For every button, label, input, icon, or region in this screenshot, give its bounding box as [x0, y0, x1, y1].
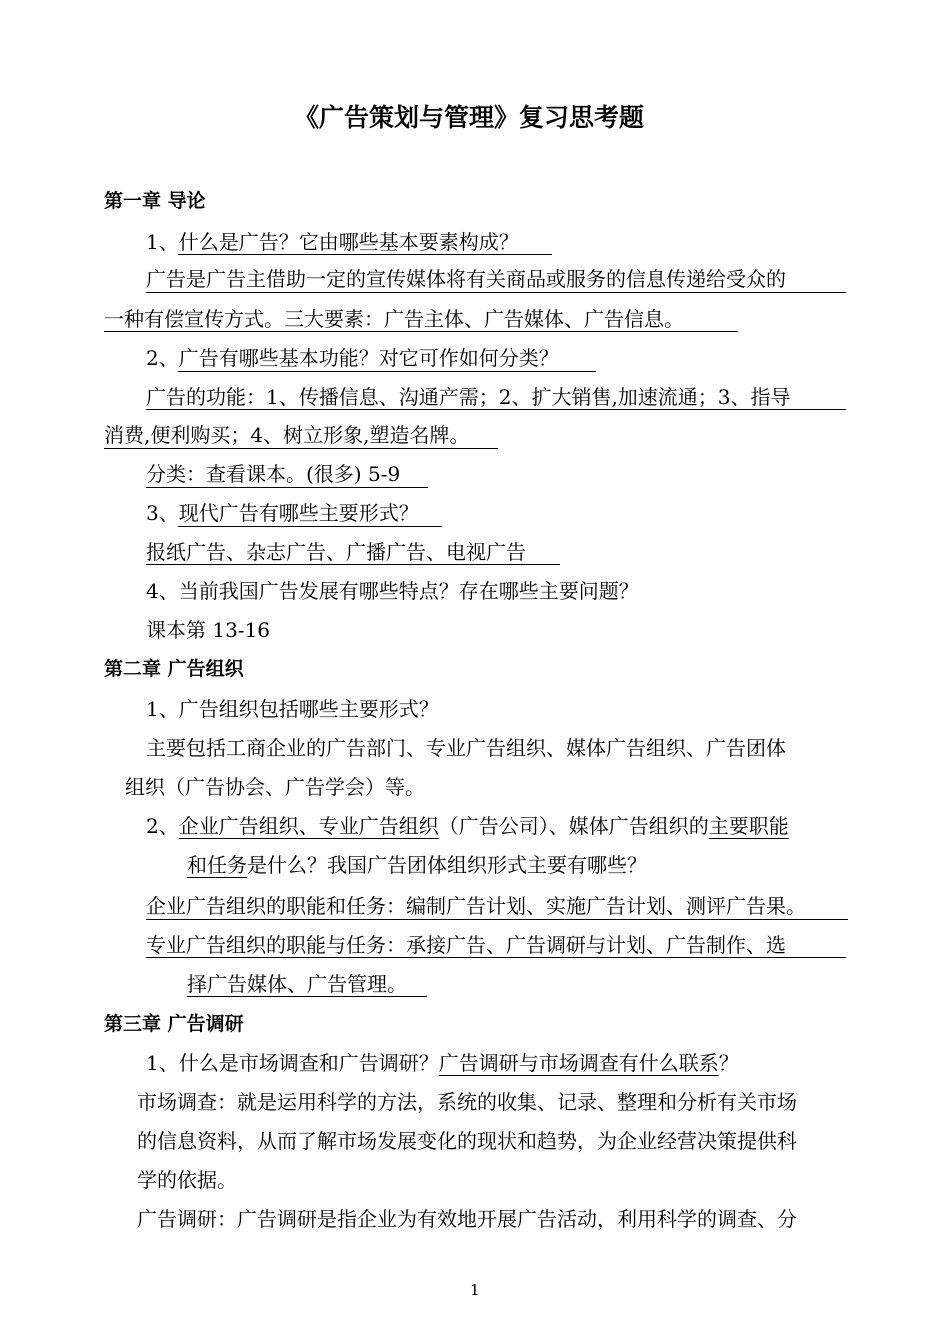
underline — [146, 957, 846, 958]
underline — [178, 254, 552, 255]
answer-text: 主要包括工商企业的广告部门、专业广告组织、媒体广告组织、广告团体 — [146, 736, 786, 760]
underline — [146, 409, 846, 410]
question-number: 2、 — [146, 814, 179, 838]
underline — [146, 292, 846, 293]
answer-text: 组织（广告协会、广告学会）等。 — [125, 775, 425, 799]
question-part: （广告公司）、媒体广告组织的 — [438, 814, 709, 838]
question-underlined-part: 企业广告组织、专业广告组织 — [178, 814, 439, 838]
underline — [146, 919, 848, 920]
question-underlined-part: 主要职能 — [708, 814, 789, 838]
chapter-heading: 第一章 导论 — [104, 190, 206, 212]
answer-text: 学的依据。 — [137, 1168, 237, 1192]
underline — [178, 371, 596, 372]
answer-text: 的信息资料，从而了解市场发展变化的现状和趋势，为企业经营决策提供科 — [137, 1129, 797, 1153]
question-text: 2、广告有哪些基本功能？对它可作如何分类？ — [146, 346, 559, 370]
question-text: 1、广告组织包括哪些主要形式？ — [146, 697, 439, 721]
question-text — [146, 1050, 739, 1076]
page-number: 1 — [470, 1281, 480, 1299]
answer-text: 报纸广告、杂志广告、广播广告、电视广告 — [146, 540, 526, 564]
answer-text: 分类：查看课本。(很多) 5-9 — [146, 462, 401, 486]
question-part: ？ — [718, 1051, 739, 1075]
answer-text: 专业广告组织的职能与任务：承接广告、广告调研与计划、广告制作、选 — [146, 933, 786, 957]
chapter-heading: 第二章 广告组织 — [104, 658, 244, 680]
question-text: 1、什么是广告？它由哪些基本要素构成？ — [146, 230, 519, 254]
answer-text: 企业广告组织的职能和任务：编制广告计划、实施广告计划、测评广告果。 — [146, 894, 806, 918]
question-underlined-part: 和任务 — [187, 853, 247, 877]
question-text — [146, 813, 789, 839]
page-title: 《广告策划与管理》复习思考题 — [294, 103, 645, 132]
answer-text: 广告是广告主借助一定的宣传媒体将有关商品或服务的信息传递给受众的 — [146, 267, 786, 291]
underline — [187, 996, 427, 997]
chapter-heading: 第三章 广告调研 — [104, 1013, 244, 1035]
answer-text: 广告调研：广告调研是指企业为有效地开展广告活动，利用科学的调查、分 — [137, 1207, 797, 1231]
answer-text: 课本第 13-16 — [146, 618, 271, 642]
underline — [178, 526, 442, 527]
underline — [104, 331, 738, 332]
question-text — [187, 852, 647, 878]
answer-text: 一种有偿宣传方式。三大要素：广告主体、广告媒体、广告信息。 — [104, 307, 684, 331]
underline — [146, 564, 560, 565]
answer-text: 广告的功能：1、传播信息、沟通产需；2、扩大销售,加速流通；3、指导 — [146, 385, 791, 409]
underline — [146, 487, 428, 488]
question-text: 4、当前我国广告发展有哪些特点？存在哪些主要问题？ — [146, 579, 639, 603]
answer-text: 择广告媒体、广告管理。 — [187, 972, 407, 996]
answer-text: 市场调查：就是运用科学的方法，系统的收集、记录、整理和分析有关市场 — [137, 1090, 797, 1114]
question-text: 3、现代广告有哪些主要形式？ — [146, 501, 419, 525]
answer-text: 消费,便利购买；4、树立形象,塑造名牌。 — [104, 423, 470, 447]
question-underlined-part: 广告调研与市场调查有什么联系 — [438, 1051, 719, 1075]
question-part: 是什么？我国广告团体组织形式主要有哪些？ — [247, 853, 647, 877]
question-part: 1、什么是市场调查和广告调研？ — [146, 1051, 439, 1075]
underline — [104, 448, 498, 449]
